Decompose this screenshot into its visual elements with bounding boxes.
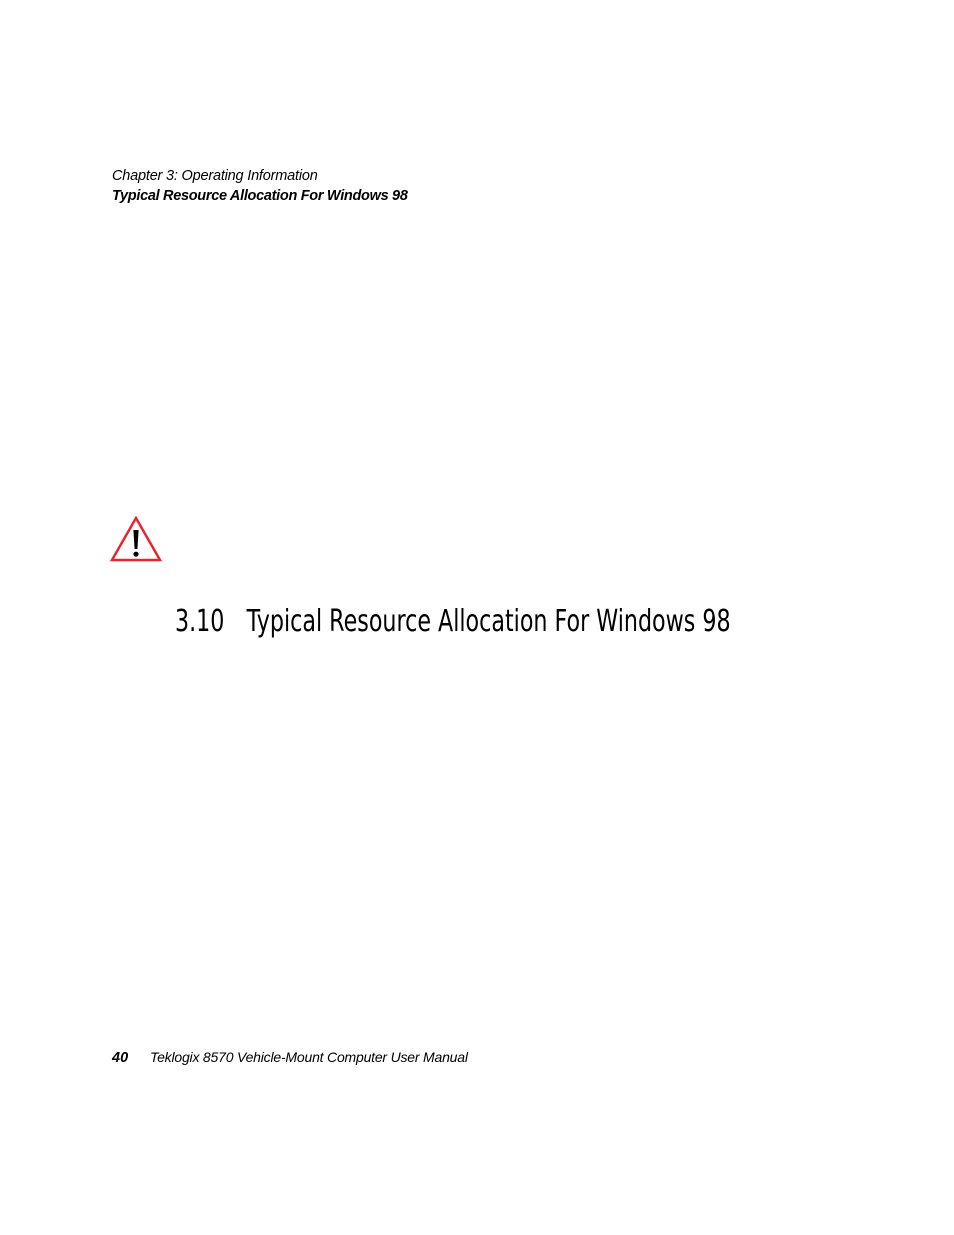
manual-title: Teklogix 8570 Vehicle-Mount Computer User Manual bbox=[150, 1049, 468, 1065]
section-title: Typical Resource Allocation For Windows 98 bbox=[112, 188, 408, 204]
running-header bbox=[112, 166, 712, 206]
section-heading bbox=[175, 600, 731, 644]
warning-triangle-icon bbox=[110, 516, 162, 562]
chapter-title: Chapter 3: Operating Information bbox=[112, 168, 318, 184]
section-heading-title: Typical Resource Allocation For Windows 98 bbox=[246, 604, 731, 639]
page-number: 40 bbox=[112, 1050, 129, 1066]
page-footer bbox=[112, 1047, 468, 1068]
section-number: 3.10 bbox=[175, 604, 225, 639]
